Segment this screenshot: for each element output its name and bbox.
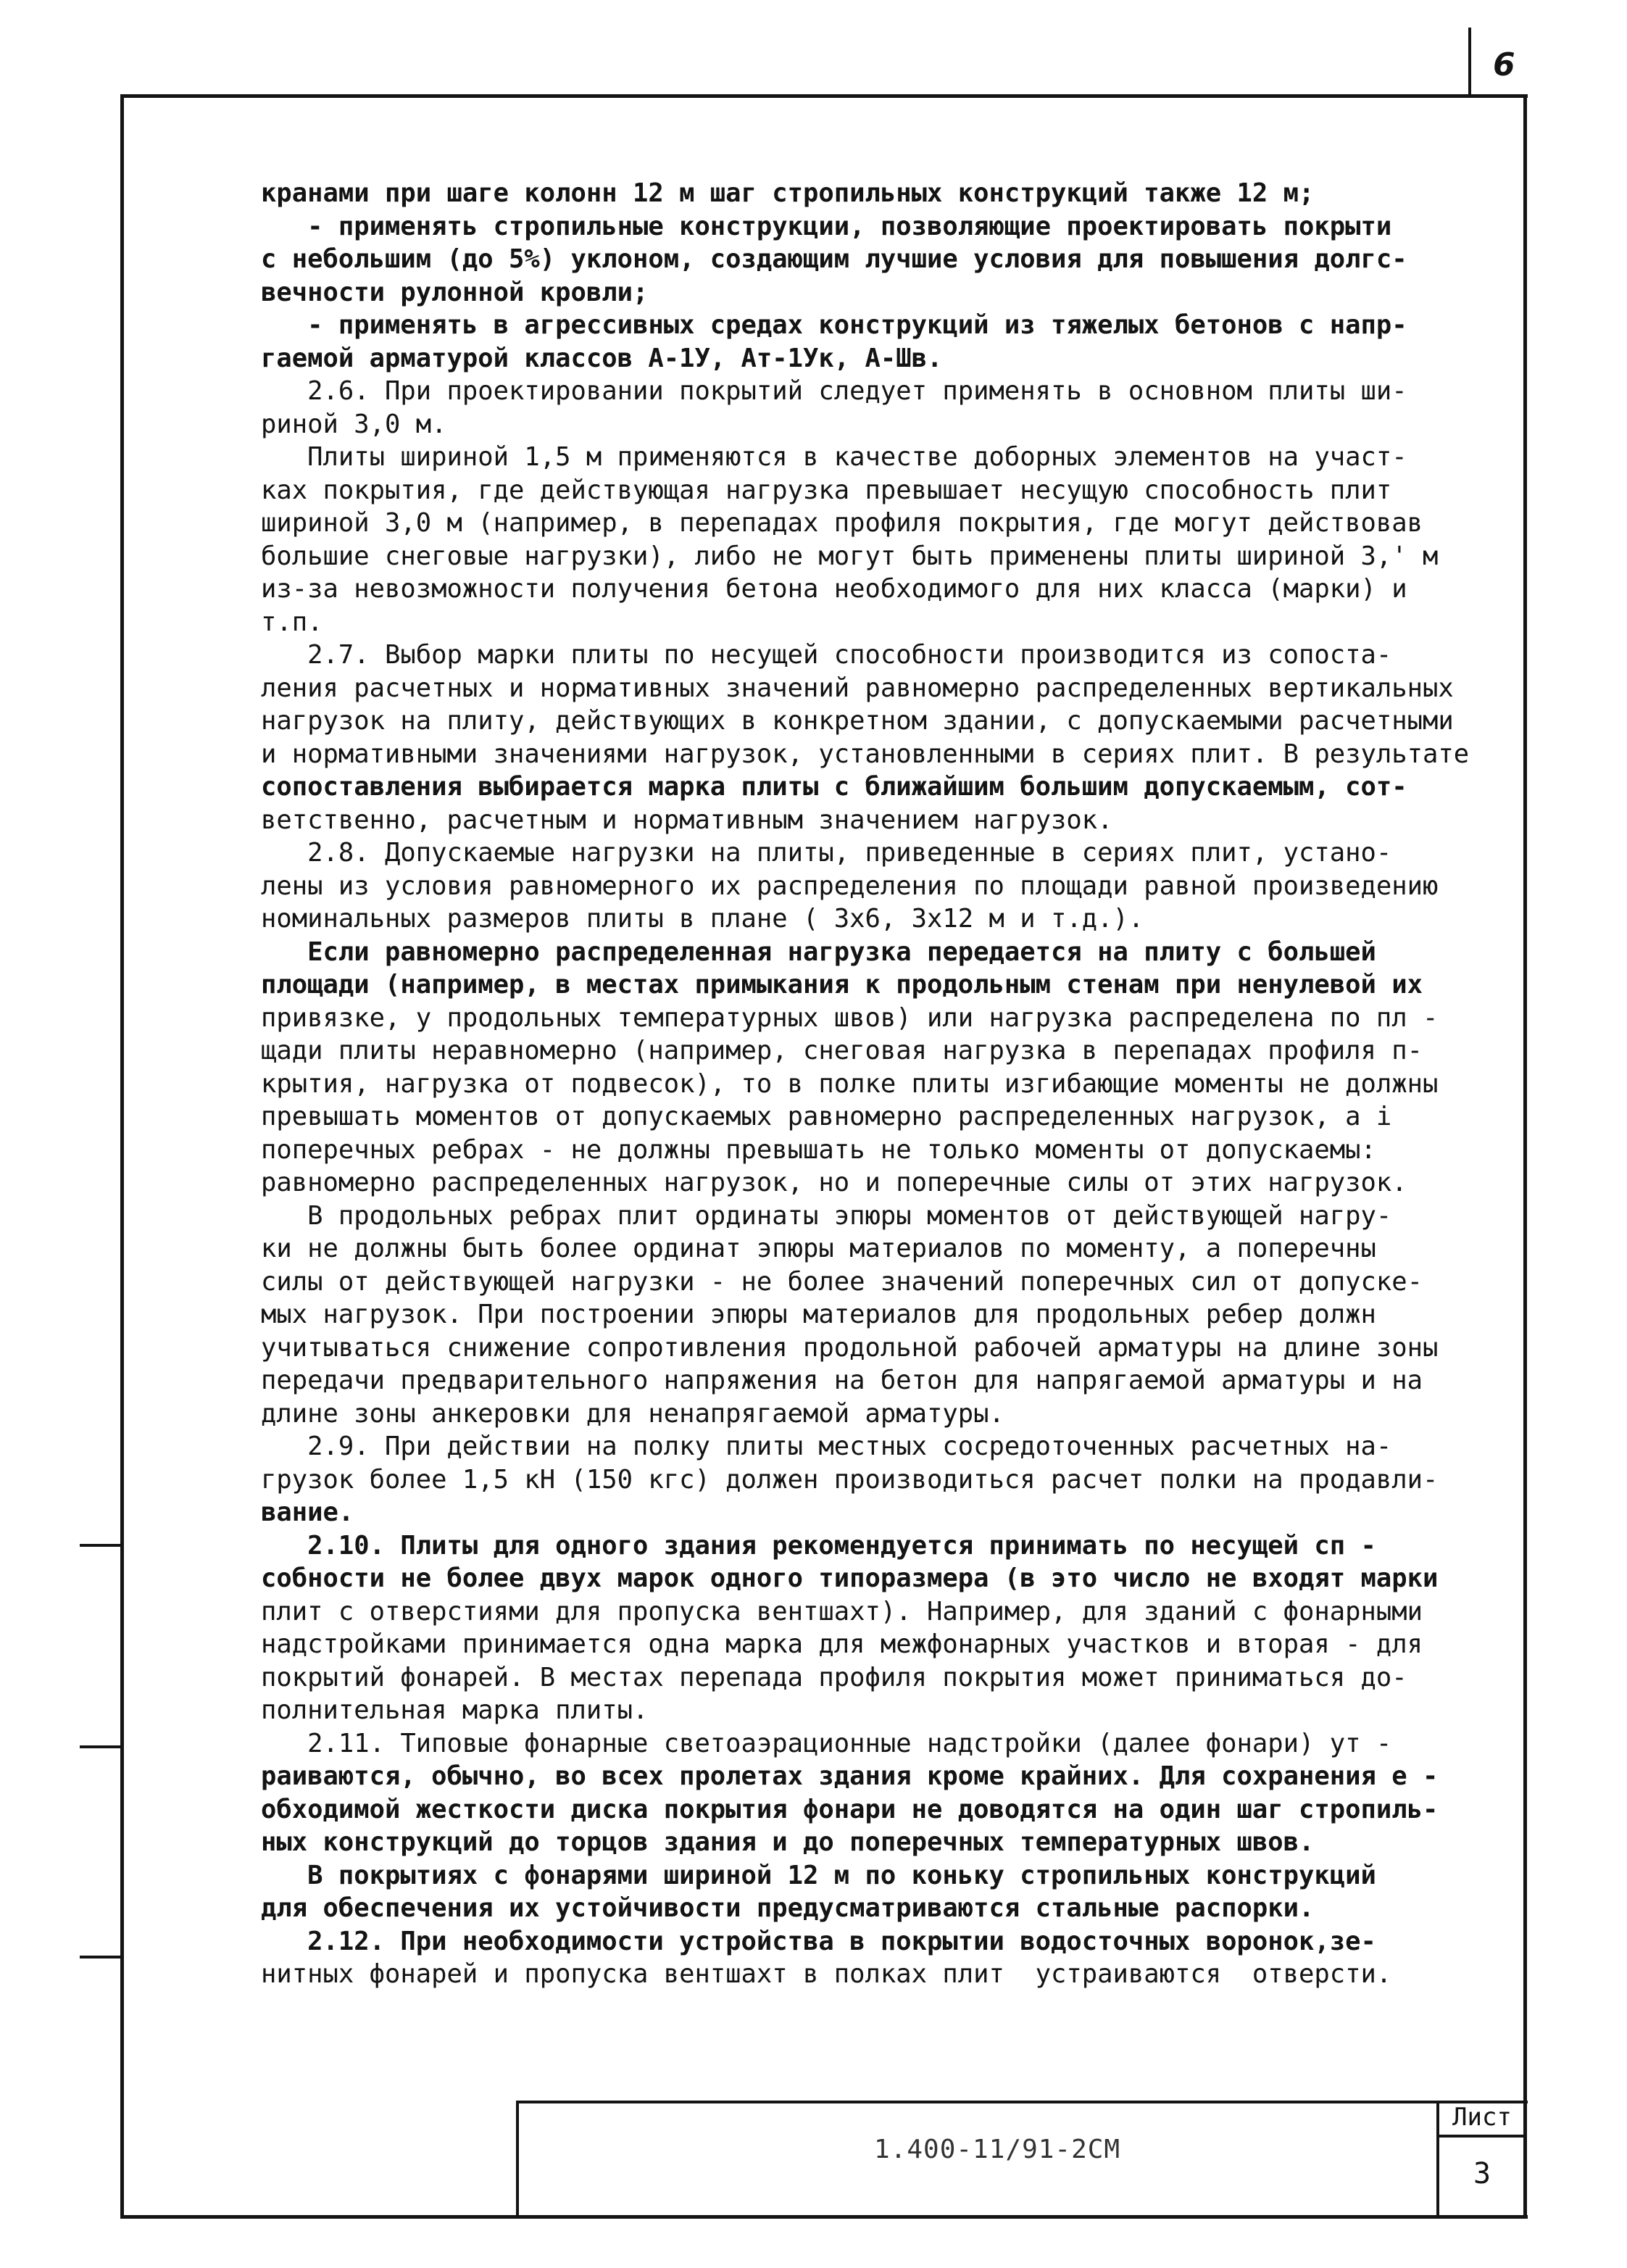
text-line: 2.7. Выбор марки плиты по несущей способности производится из сопоста- xyxy=(261,640,1392,670)
text-line: для обеспечения их устойчивости предусматриваются стальные распорки. xyxy=(261,1893,1315,1923)
text-line: т.п. xyxy=(261,607,323,637)
text-line: вечности рулонной кровли; xyxy=(261,277,649,307)
text-line: 2.9. При действии на полку плиты местных сосредоточенных расчетных на- xyxy=(261,1432,1392,1461)
text-line: собности не более двух марок одного типоразмера (в это число не входят марки xyxy=(261,1563,1439,1593)
text-line: лены из условия равномерного их распределения по площади равной произведению xyxy=(261,871,1439,901)
sheet-number: 3 xyxy=(1473,2157,1491,2190)
text-line: обходимой жесткости диска покрытия фонари не доводятся на один шаг стропиль- xyxy=(261,1794,1439,1824)
stamp-top-border xyxy=(516,2101,1528,2103)
text-line: сопоставления выбирается марка плиты с ближайшим большим допускаемым, сот- xyxy=(261,772,1407,802)
text-line: длине зоны анкеровки для ненапрягаемой арматуры. xyxy=(261,1398,1004,1429)
text-line: - применять стропильные конструкции, позволяющие проектировать покрыти xyxy=(261,211,1392,241)
text-line: полнительная марка плиты. xyxy=(261,1695,649,1725)
text-line: риной 3,0 м. xyxy=(261,409,447,439)
text-line: грузок более 1,5 кН (150 кгс) должен производиться расчет полки на продавли- xyxy=(261,1464,1439,1495)
text-line: силы от действующей нагрузки - не более значений поперечных сил от допуске- xyxy=(261,1266,1423,1297)
text-line: В покрытиях с фонарями шириной 12 м по коньку стропильных конструкций xyxy=(261,1860,1376,1890)
text-line: ления расчетных и нормативных значений равномерно распределенных вертикальных xyxy=(261,673,1454,703)
margin-mark xyxy=(80,1544,123,1547)
margin-mark xyxy=(80,1956,123,1958)
text-line: 2.8. Допускаемые нагрузки на плиты, приведенные в сериях плит, устано- xyxy=(261,838,1392,868)
frame-bottom-border xyxy=(120,2215,1528,2219)
text-line: номинальных размеров плиты в плане ( 3х6, 3х12 м и т.д.). xyxy=(261,904,1144,934)
text-line: поперечных ребрах - не должны превышать не только моменты от допускаемы: xyxy=(261,1134,1376,1165)
text-line: большие снеговые нагрузки), либо не могут быть применены плиты шириной 3,' м xyxy=(261,541,1439,571)
text-line: В продольных ребрах плит ординаты эпюры моментов от действующей нагру- xyxy=(261,1200,1392,1231)
text-line: 2.12. При необходимости устройства в покрытии водосточных воронок,зе- xyxy=(261,1926,1376,1956)
text-line: нитных фонарей и пропуска вентшахт в полках плит устраиваются отверсти. xyxy=(261,1959,1392,1989)
corner-tick xyxy=(1468,28,1471,96)
text-line: нагрузок на плиту, действующих в конкретном здании, с допускаемыми расчетными xyxy=(261,706,1454,736)
stamp-left-border xyxy=(516,2101,519,2217)
text-line: плит с отверстиями для пропуска вентшахт). Например, для зданий с фонарными xyxy=(261,1596,1423,1627)
text-line: 2.10. Плиты для одного здания рекомендуется принимать по несущей сп - xyxy=(261,1530,1376,1561)
text-line: и нормативными значениями нагрузок, установленными в сериях плит. В результате xyxy=(261,739,1470,769)
text-line: ветственно, расчетным и нормативным значением нагрузок. xyxy=(261,805,1113,835)
text-line: - применять в агрессивных средах конструкций из тяжелых бетонов с напр- xyxy=(261,310,1407,340)
frame-top-border xyxy=(120,94,1528,98)
frame-left-border xyxy=(120,94,124,2218)
document-code: 1.400-11/91-2СМ xyxy=(874,2135,1121,2164)
text-line: ках покрытия, где действующая нагрузка превышает несущую способность плит xyxy=(261,475,1392,505)
corner-page-number: 6 xyxy=(1493,46,1515,83)
text-line: площади (например, в местах примыкания к продольным стенам при ненулевой их xyxy=(261,970,1423,1000)
text-line: раиваются, обычно, во всех пролетах здания кроме крайних. Для сохранения е - xyxy=(261,1761,1439,1791)
text-line: ных конструкций до торцов здания и до поперечных температурных швов. xyxy=(261,1827,1315,1857)
text-line: превышать моментов от допускаемых равномерно распределенных нагрузок, а і xyxy=(261,1102,1392,1131)
text-line: надстройками принимается одна марка для межфонарных участков и вторая - для xyxy=(261,1629,1423,1659)
text-line: с небольшим (до 5%) уклоном, создающим лучшие условия для повышения долгс- xyxy=(261,244,1407,274)
text-line: щади плиты неравномерно (например, снеговая нагрузка в перепадах профиля п- xyxy=(261,1036,1423,1066)
text-line: 2.11. Типовые фонарные светоаэрационные надстройки (далее фонари) ут - xyxy=(261,1728,1392,1758)
text-line: передачи предварительного напряжения на бетон для напрягаемой арматуры и на xyxy=(261,1366,1423,1395)
text-line: Если равномерно распределенная нагрузка передается на плиту с большей xyxy=(261,936,1376,967)
text-line: мых нагрузок. При построении эпюры материалов для продольных ребер должн xyxy=(261,1300,1376,1329)
text-line: ки не должны быть более ординат эпюры материалов по моменту, а поперечны xyxy=(261,1234,1376,1263)
stamp-sheet-divider xyxy=(1436,2135,1526,2138)
text-line: крытия, нагрузка от подвесок), то в полке плиты изгибающие моменты не должны xyxy=(261,1068,1439,1099)
frame-right-border xyxy=(1523,94,1527,2218)
text-line: кранами при шаге колонн 12 м шаг стропильных конструкций также 12 м; xyxy=(261,178,1315,208)
text-line: равномерно распределенных нагрузок, но и поперечные силы от этих нагрузок. xyxy=(261,1168,1407,1197)
text-line: из-за невозможности получения бетона необходимого для них класса (марки) и xyxy=(261,574,1407,604)
text-line: гаемой арматурой классов А-1У, Ат-1Ук, А-Шв. xyxy=(261,343,943,373)
text-line: Плиты шириной 1,5 м применяются в качестве доборных элементов на участ- xyxy=(261,442,1407,472)
document-body xyxy=(261,177,1470,1991)
text-line: учитываться снижение сопротивления продольной рабочей арматуры на длине зоны xyxy=(261,1332,1439,1363)
text-line: привязке, у продольных температурных швов) или нагрузка распределена по пл - xyxy=(261,1002,1439,1033)
text-line: 2.6. При проектировании покрытий следует применять в основном плиты ши- xyxy=(261,376,1407,406)
sheet-label: Лист xyxy=(1452,2103,1512,2132)
text-line: вание. xyxy=(261,1498,354,1527)
text-line: покрытий фонарей. В местах перепада профиля покрытия может приниматься до- xyxy=(261,1662,1407,1692)
margin-mark xyxy=(80,1745,123,1748)
text-line: шириной 3,0 м (например, в перепадах профиля покрытия, где могут действовав xyxy=(261,508,1423,538)
